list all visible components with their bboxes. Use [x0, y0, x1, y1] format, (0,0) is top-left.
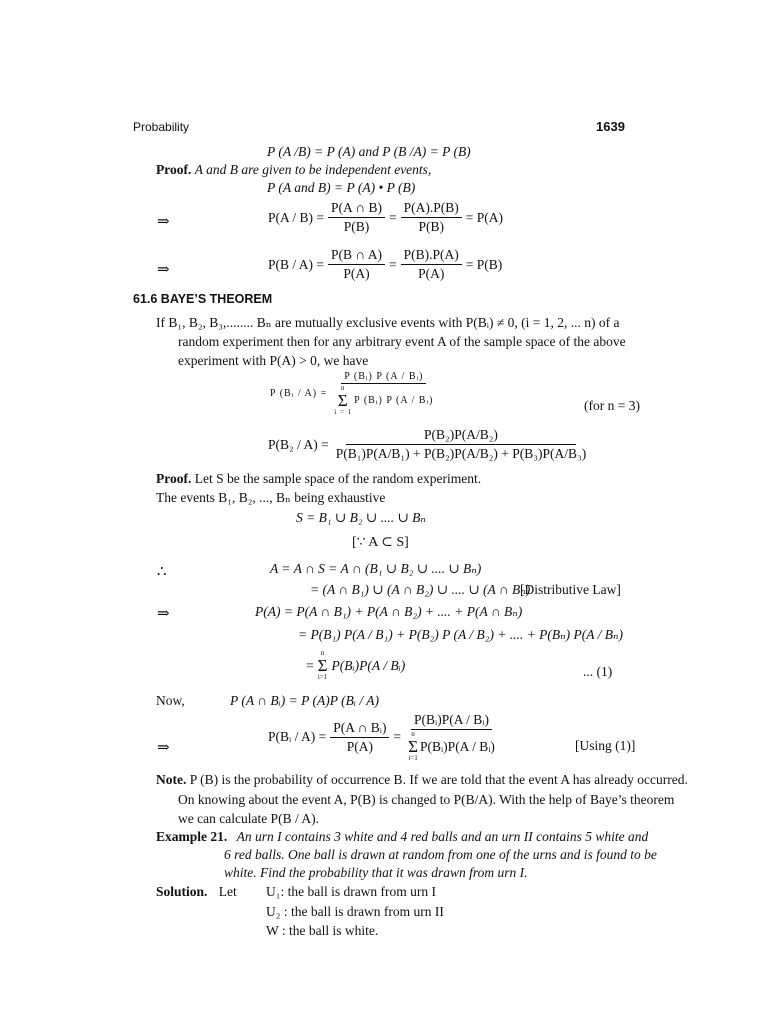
theorem-line-3: experiment with P(A) > 0, we have	[178, 353, 369, 368]
final-d2-wrap	[405, 730, 498, 762]
note-text-1: P (B) is the probability of occurrence B. If we are told that the event A has already occurred.	[189, 772, 688, 787]
proof-label: Proof.	[156, 162, 192, 177]
eq1-n2: P(A).P(B)	[401, 200, 462, 218]
proof-line-2: The events B₁, B₂, ..., Bₙ being exhaustive	[156, 490, 386, 505]
final-frac-2	[405, 712, 498, 762]
note-line-3: we can calculate P(B / A).	[178, 811, 319, 826]
solution-line	[156, 884, 237, 900]
eq1-rhs: = P(A)	[465, 209, 504, 225]
solution-label: Solution.	[156, 884, 208, 899]
event-u1: U₁: the ball is drawn from urn I	[266, 884, 437, 899]
eq1-d1: P(B)	[343, 219, 370, 234]
independence-statement: P (A /B) = P (A) and P (B /A) = P (B)	[267, 144, 471, 159]
eq2-frac-2	[401, 247, 462, 282]
eq2-d2: P(A)	[418, 266, 445, 281]
example-label: Example 21.	[156, 829, 228, 844]
eq2-d1: P(A)	[343, 266, 370, 281]
theorem-line-1: If B₁, B₂, B₃,........ Bₙ are mutually exclusive events with P(Bᵢ) ≠ 0, (i = 1, 2, ... n) of a	[156, 315, 620, 330]
bayes-numerator: P (Bᵢ) P (A / Bᵢ)	[341, 371, 426, 384]
note-line-2: On knowing about the event A, P(B) is changed to P(B/A). With the help of Baye’s theorem	[178, 792, 675, 807]
example-text-1: An urn I contains 3 white and 4 red balls and an urn II contains 5 white and	[236, 829, 649, 844]
final-n2: P(Bᵢ)P(A / Bᵢ)	[411, 712, 492, 730]
final-equals: =	[393, 729, 402, 744]
eq2-equals: =	[389, 256, 397, 272]
implies-arrow: ⇒	[157, 214, 170, 230]
eq2-n2: P(B).P(A)	[401, 247, 462, 265]
note-line-1	[156, 772, 688, 788]
solution-let: Let	[218, 884, 237, 899]
sigma-bottom: i = 1	[334, 408, 353, 416]
final-d1: P(A)	[346, 738, 373, 754]
for-n-3-label: (for n = 3)	[584, 398, 640, 413]
chapter-title: Probability	[133, 120, 190, 134]
independence-eq-1	[268, 200, 503, 235]
proof-line	[156, 162, 431, 178]
product-rule: P (A and B) = P (A) • P (B)	[267, 180, 416, 195]
sigma-top: n	[320, 649, 325, 657]
bayes-den-term: P (Bᵢ) P (A / Bᵢ)	[354, 395, 434, 406]
sigma-symbol: n Σ i=1	[408, 730, 418, 762]
note-label: Note.	[156, 772, 187, 787]
final-frac-1	[330, 720, 389, 755]
sigma-symbol: n Σ i=1	[317, 649, 328, 681]
eq1-frac-1	[328, 200, 385, 235]
sigma-symbol: n Σ i = 1	[334, 384, 353, 416]
eq1-equals: =	[389, 209, 397, 225]
pa-eq: P(A) = P(A ∩ B₁) + P(A ∩ B₂) + .... + P(A ∩ Bₙ)	[255, 604, 523, 619]
therefore-symbol: ∴	[157, 564, 167, 580]
sum-term: P(Bᵢ)P(A / Bᵢ)	[331, 657, 406, 673]
n3-numerator: P(B₂)P(A/B₂)	[346, 427, 576, 445]
bayes-fraction	[331, 371, 436, 416]
a-eq-2: = (A ∩ B₁) ∪ (A ∩ B₂) ∪ .... ∪ (A ∩ Bₙ)	[310, 582, 531, 597]
final-d2: P(Bᵢ)P(A / Bᵢ)	[419, 738, 495, 754]
bayes-formula	[270, 371, 436, 416]
bayes-lhs: P (Bᵢ / A) =	[270, 388, 328, 399]
implies-arrow: ⇒	[157, 740, 170, 756]
bayes-denominator	[331, 384, 436, 416]
example-line-2: 6 red balls. One ball is drawn at random from one of the urns and is found to be	[224, 847, 657, 862]
implies-arrow: ⇒	[157, 606, 170, 622]
because-note: [∵ A ⊂ S]	[352, 535, 409, 550]
final-bayes-eq	[268, 712, 498, 762]
eq2-frac-1	[328, 247, 385, 282]
eq1-lhs: P(A / B) =	[268, 209, 324, 225]
final-n1: P(A ∩ Bᵢ)	[330, 720, 389, 738]
eq1-n1: P(A ∩ B)	[328, 200, 385, 218]
final-lhs: P(Bᵢ / A) =	[268, 729, 327, 744]
eq1-d2: P(B)	[418, 219, 444, 234]
theorem-line-2: random experiment then for any arbitrary event A of the sample space of the above	[178, 334, 626, 349]
n3-fraction	[333, 427, 590, 462]
now-eq: P (A ∩ Bᵢ) = P (A)P (Bᵢ / A)	[230, 693, 379, 708]
sample-space-eq: S = B₁ ∪ B₂ ∪ .... ∪ Bₙ	[296, 510, 426, 525]
bayes-n3-formula	[268, 427, 589, 462]
sum-eq	[306, 650, 405, 681]
example-line-3: white. Find the probability that it was drawn from urn I.	[224, 865, 528, 880]
now-label: Now,	[156, 693, 185, 708]
sigma-bottom: i=1	[317, 673, 328, 681]
sigma-bottom: i=1	[408, 754, 418, 762]
eq2-lhs: P(B / A) =	[268, 256, 324, 272]
proof-line-1	[156, 471, 481, 487]
eq2-n1: P(B ∩ A)	[328, 247, 385, 265]
eq1-frac-2	[401, 200, 462, 235]
a-eq: A = A ∩ S = A ∩ (B₁ ∪ B₂ ∪ .... ∪ Bₙ)	[270, 561, 482, 576]
proof-label-2: Proof.	[156, 471, 192, 486]
event-u2: U₂ : the ball is drawn from urn II	[266, 904, 444, 919]
implies-arrow: ⇒	[157, 262, 170, 278]
section-title: 61.6 BAYE’S THEOREM	[133, 292, 273, 306]
using-note: [Using (1)]	[575, 738, 636, 753]
sum-equals: =	[306, 657, 314, 673]
proof-text: A and B are given to be independent events,	[194, 162, 432, 177]
independence-eq-2	[268, 247, 502, 282]
n3-lhs: P(B₂ / A) =	[268, 436, 329, 452]
sigma-top: n	[340, 384, 346, 392]
distributive-law: [Distributive Law]	[520, 582, 621, 597]
example-line-1	[156, 829, 648, 845]
page-number: 1639	[596, 119, 625, 134]
proof-text-1: Let S be the sample space of the random experiment.	[194, 471, 482, 486]
sigma-top: n	[411, 730, 415, 738]
n3-denominator: P(B₁)P(A/B₁) + P(B₂)P(A/B₂) + P(B₃)P(A/B₃)	[335, 446, 587, 461]
pa-eq-2: = P(B₁) P(A / B₁) + P(B₂) P (A / B₂) + .... + P(Bₙ) P(A / Bₙ)	[298, 627, 623, 642]
eq2-rhs: = P(B)	[465, 256, 503, 272]
equation-label-1: ... (1)	[583, 664, 613, 679]
event-w: W : the ball is white.	[266, 923, 379, 938]
